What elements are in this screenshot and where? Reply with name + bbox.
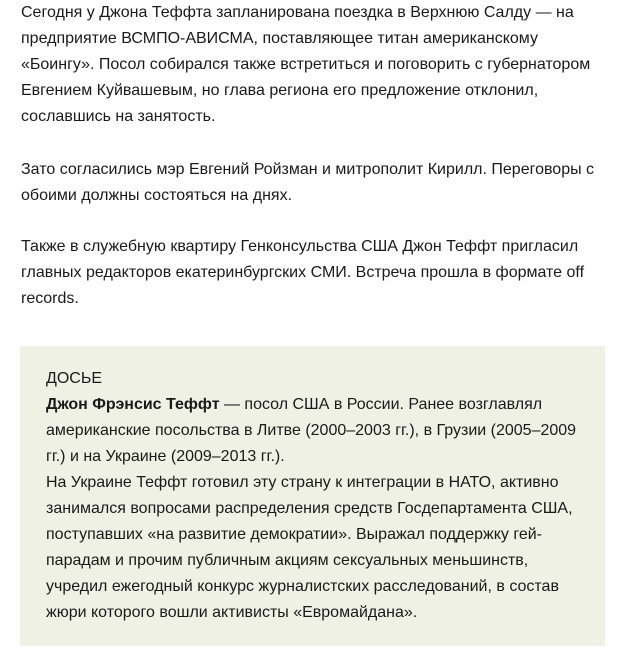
article-paragraph-1: Сегодня у Джона Теффта запланирована поездка в Верхнюю Салду — на предприятие ВСМПО-АВИСМА, поставляющее титан американскому «Боингу». Посол собирался также встретиться и поговорить с губернатором Евгением Куйвашевым, но глава региона его предложение отклонил, сославшись на занятость.: [21, 4, 591, 125]
dossier-details: На Украине Теффт готовил эту страну к интеграции в НАТО, активно занимался вопросами распределения средств Госдепартамента США, поступавших «на развитие демократии». Выражал поддержку гей-парадам и прочим публичным акциям сексуальных меньшинств, учредил ежегодный конкурс журналистских расследований, в состав жюри которого вошли активисты «Евромайдана».: [46, 474, 573, 621]
dossier-name: Джон Фрэнсис Теффт: [46, 396, 220, 413]
article-paragraph-2: Зато согласились мэр Евгений Ройзман и митрополит Кирилл. Переговоры с обоими должны состояться на днях.: [21, 161, 595, 204]
article-paragraph-3: Также в служебную квартиру Генконсульства США Джон Теффт пригласил главных редакторов екатеринбургских СМИ. Встреча прошла в формате off records.: [21, 238, 585, 307]
dossier-bio-text: — посол США в России. Ранее возглавлял американские посольства в Литве (2000–2003 гг.), в Грузии (2005–2009 гг.) и на Украине (2009–2013 гг.).: [46, 396, 577, 465]
dossier-bio: [46, 392, 585, 470]
dossier-box: [20, 346, 605, 646]
dossier-title: ДОСЬЕ: [46, 370, 103, 387]
